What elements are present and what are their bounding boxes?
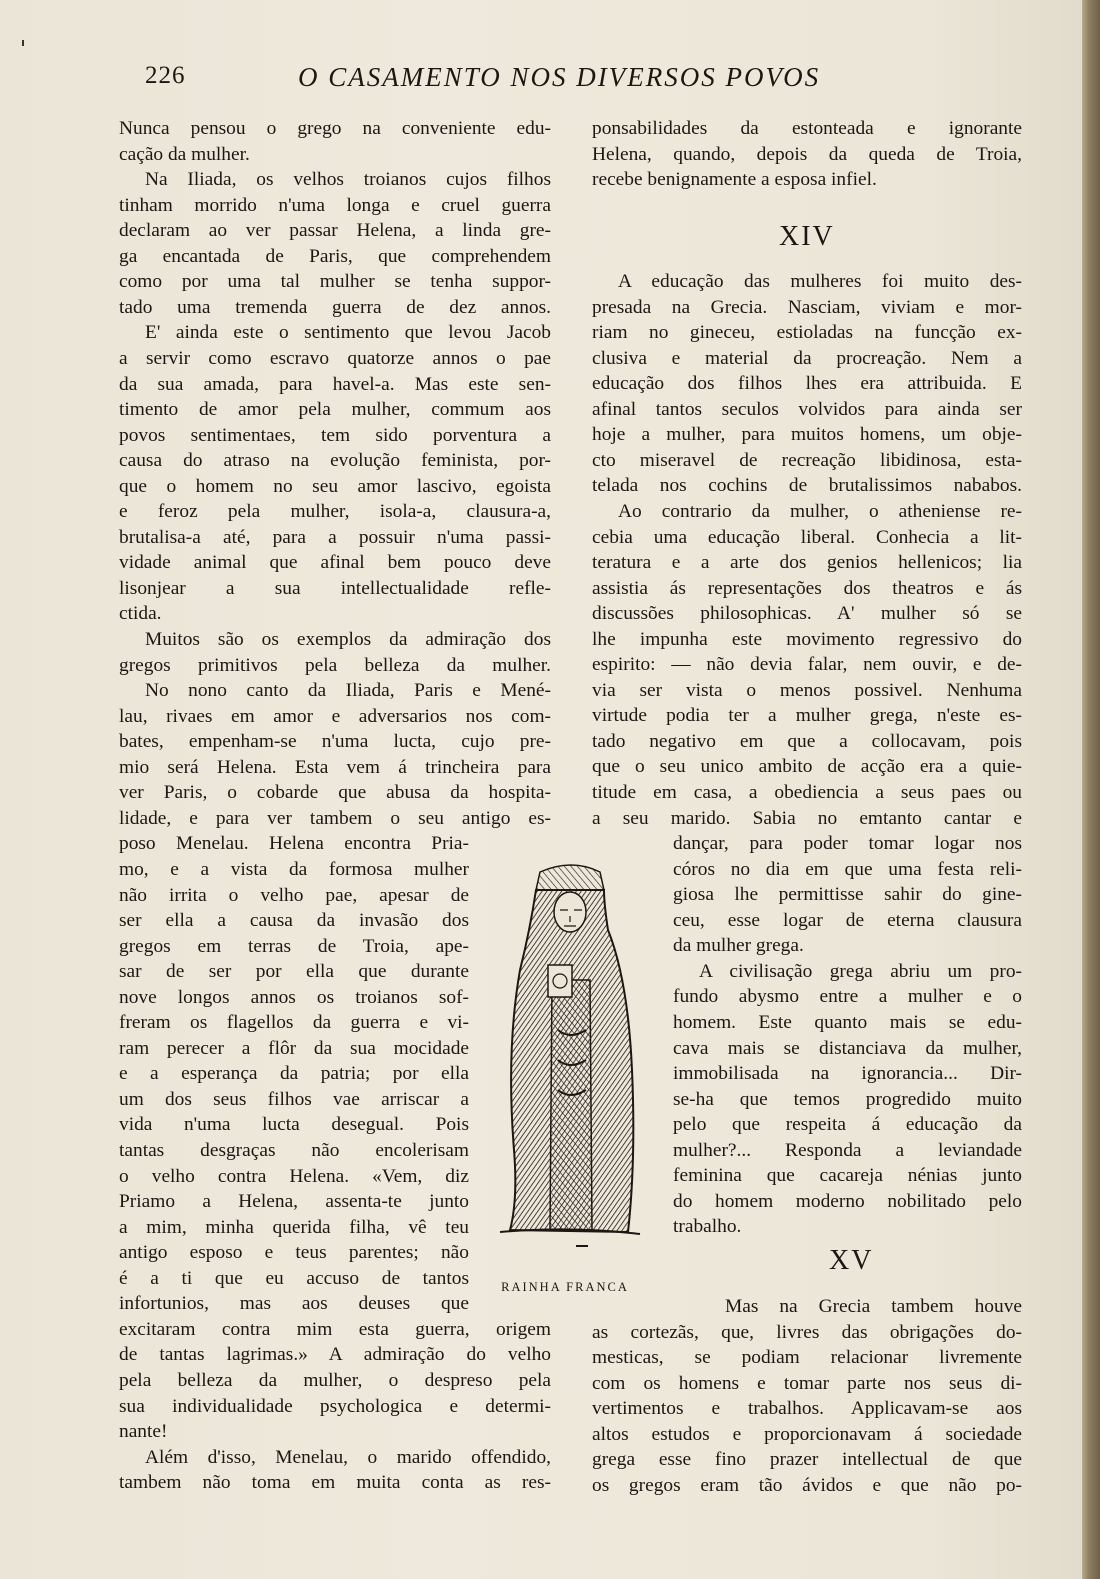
text-line: cto miseravel de recreação libidinosa, esta- <box>592 449 1022 471</box>
text-line: se-ha que temos progredido muito <box>673 1088 1022 1110</box>
text-line: educação dos filhos lhes era attribuida. E <box>592 373 1022 395</box>
text-line: nante! <box>119 1421 168 1443</box>
text-line: ver Paris, o cobarde que abusa da hospita- <box>119 782 551 804</box>
text-line: córos no dia em que uma festa reli- <box>673 858 1022 880</box>
text-line: mo, e a vista da formosa mulher <box>119 858 469 880</box>
text-line: A educação das mulheres foi muito des- <box>618 271 1022 292</box>
text-line: povos sentimentaes, tem sido porventura a <box>119 424 551 446</box>
text-line: lhe impunha este movimento regressivo do <box>592 628 1022 650</box>
text-line: lidade, e para ver tambem o seu antigo es- <box>119 807 551 829</box>
text-line: sar de ser por ella que durante <box>119 961 469 983</box>
text-line: brutalisa-a até, para a possuir n'uma passi- <box>119 526 551 548</box>
text-line: é a ti que eu accuso de tantos <box>119 1267 469 1289</box>
text-line: da mulher grega. <box>673 935 804 957</box>
section-heading-xiv: XIV <box>779 221 835 252</box>
text-line: sua individualidade psychologica e determi- <box>119 1395 551 1417</box>
text-line: Muitos são os exemplos da admiração dos <box>145 629 551 650</box>
text-line: teratura e a arte dos genios hellenicos; lia <box>592 552 1022 574</box>
text-line: como por uma tal mulher se tenha suppor- <box>119 271 551 293</box>
text-line: E' ainda este o sentimento que levou Jacob <box>145 322 551 344</box>
text-line: clusiva e material da procreação. Nem a <box>592 347 1022 369</box>
text-line: bates, empenham-se n'uma lucta, cujo pre- <box>119 731 551 753</box>
text-line: vertimentos e trabalhos. Applicavam-se aos <box>592 1398 1022 1420</box>
text-line: immobilisada na ignorancia... Dir- <box>673 1063 1022 1085</box>
running-title: O CASAMENTO NOS DIVERSOS POVOS <box>298 62 821 92</box>
text-line: um dos seus filhos vae arriscar a <box>119 1088 469 1110</box>
text-line: que o homem no seu amor lascivo, egoista <box>119 475 551 497</box>
queen-engraving-illustration <box>500 860 645 1252</box>
text-line: tantas desgraças não encolerisam <box>119 1140 469 1161</box>
text-line: poso Menelau. Helena encontra Pria- <box>119 833 469 855</box>
text-line: cava mais se distanciava da mulher, <box>673 1037 1022 1059</box>
text-line: telada nos cochins de brutalissimos nababos. <box>592 475 1022 497</box>
text-line: ponsabilidades da estonteada e ignorante <box>592 118 1022 139</box>
text-line: Helena, quando, depois da queda de Troia, <box>592 143 1022 165</box>
text-line: gregos em terras de Troia, ape- <box>119 935 469 957</box>
text-line: ceu, esse logar de eterna clausura <box>673 909 1022 931</box>
text-line: freram os flagellos da guerra e vi- <box>119 1012 469 1034</box>
text-line: riam no gineceu, estioladas na funcção ex- <box>592 322 1022 344</box>
text-line: tambem não toma em muita conta as res- <box>119 1472 551 1494</box>
text-line: a servir como escravo quatorze annos o pae <box>119 347 551 369</box>
text-line: e a esperança da patria; por ella <box>119 1063 469 1085</box>
text-line: recebe benignamente a esposa infiel. <box>592 169 877 191</box>
text-line: tado uma tremenda guerra de dez annos. <box>119 296 551 318</box>
text-line: causa do atraso na evolução feminista, por- <box>119 450 551 472</box>
text-line: do homem moderno nobilitado pelo <box>673 1190 1022 1212</box>
text-line: de tantas lagrimas.» A admiração do velho <box>119 1344 551 1366</box>
text-line: via ser vista o menos possivel. Nenhuma <box>592 679 1022 701</box>
text-line: feminina que cacareja nénias junto <box>673 1165 1022 1187</box>
text-line: antigo esposo e teus parentes; não <box>119 1242 469 1264</box>
text-line: assistia ás representações dos theatros e ás <box>592 577 1022 599</box>
text-line: as cortezãs, que, livres das obrigações do- <box>592 1321 1022 1343</box>
text-line: não irrita o velho pae, apesar de <box>119 884 469 906</box>
text-line: giosa lhe permittisse sahir do gine- <box>673 884 1022 906</box>
text-line: lisonjear a sua intellectualidade refle- <box>119 577 551 599</box>
text-line: dançar, para poder tomar logar nos <box>673 833 1022 855</box>
text-line: a seu marido. Sabia no emtanto cantar e <box>592 807 1022 829</box>
text-line: ram perecer a flôr da sua mocidade <box>119 1037 469 1059</box>
text-line: vidade animal que afinal bem pouco deve <box>119 552 551 574</box>
book-binding-edge <box>1082 0 1100 1579</box>
text-line: mio será Helena. Esta vem á trincheira para <box>119 756 551 778</box>
text-line: fundo abysmo entre a mulher e o <box>673 986 1022 1008</box>
text-line: da sua amada, para havel-a. Mas este sen- <box>119 373 551 395</box>
text-line: cação da mulher. <box>119 143 250 165</box>
text-line: ctida. <box>119 603 162 625</box>
text-line: virtude podia ter a mulher grega, n'este es- <box>592 705 1022 727</box>
text-line: ga encantada de Paris, que comprehendem <box>119 245 551 267</box>
text-line: Mas na Grecia tambem houve <box>725 1296 1022 1317</box>
text-line: Nunca pensou o grego na conveniente edu- <box>119 118 551 139</box>
text-line: e feroz pela mulher, isola-a, clausura-a, <box>119 501 551 523</box>
text-line: a mim, minha querida filha, vê teu <box>119 1216 469 1238</box>
text-line: grega esse fino prazer intellectual de que <box>592 1449 1022 1471</box>
text-line: cebia uma educação liberal. Conhecia a lit- <box>592 526 1022 548</box>
text-line: A civilisação grega abriu um pro- <box>699 960 1022 982</box>
text-line: tado negativo em que a collocavam, pois <box>592 730 1022 752</box>
text-line: timento de amor pela mulher, commum aos <box>119 399 551 421</box>
text-line: mesticas, se podiam relacionar livremente <box>592 1347 1022 1369</box>
text-line: presada na Grecia. Nasciam, viviam e mor- <box>592 296 1022 318</box>
text-line: Além d'isso, Menelau, o marido offendido, <box>145 1446 551 1468</box>
text-line: que o seu unico ambito de acção era a quie- <box>592 756 1022 778</box>
text-line: declaram ao ver passar Helena, a linda gre- <box>119 220 551 242</box>
text-line: ser ella a causa da invasão dos <box>119 910 469 932</box>
page-number: 226 <box>145 62 186 89</box>
text-line: trabalho. <box>673 1216 742 1238</box>
text-line: nove longos annos os troianos sof- <box>119 986 469 1008</box>
text-line: vida n'uma lucta desegual. Pois <box>119 1114 469 1136</box>
text-line: espirito: — não devia falar, nem ouvir, e de- <box>592 654 1022 676</box>
text-line: o velho contra Helena. «Vem, diz <box>119 1165 469 1187</box>
text-line: gregos primitivos pela belleza da mulher. <box>119 654 551 676</box>
text-line: Na Iliada, os velhos troianos cujos filhos <box>145 169 551 191</box>
text-line: hoje a mulher, para muitos homens, um obje- <box>592 424 1022 446</box>
text-line: homem. Este quanto mais se edu- <box>673 1011 1022 1033</box>
text-line: afinal tantos seculos volvidos para ainda ser <box>592 398 1022 420</box>
text-line: pelo que respeita á educação da <box>673 1114 1022 1136</box>
text-line: excitaram contra mim esta guerra, origem <box>119 1318 551 1340</box>
text-line: discussões philosophicas. A' mulher só se <box>592 603 1022 625</box>
print-mark <box>22 40 24 46</box>
text-line: altos estudos e proporcionavam á sociedade <box>592 1423 1022 1445</box>
section-heading-xv: XV <box>829 1245 874 1276</box>
text-line: Priamo a Helena, assenta-te junto <box>119 1191 469 1213</box>
text-line: infortunios, mas aos deuses que <box>119 1293 469 1315</box>
figure-caption: RAINHA FRANCA <box>501 1280 629 1294</box>
text-line: pela belleza da mulher, o despreso pela <box>119 1369 551 1391</box>
text-line: titude em casa, a obediencia a seus paes ou <box>592 782 1022 803</box>
text-line: No nono canto da Iliada, Paris e Mené- <box>145 680 551 702</box>
text-line: lau, rivaes em amor e adversarios nos com- <box>119 705 551 727</box>
text-line: Ao contrario da mulher, o atheniense re- <box>618 500 1022 522</box>
text-line: tinham morrido n'uma longa e cruel guerra <box>119 194 551 216</box>
text-line: mulher?... Responda a leviandade <box>673 1139 1022 1161</box>
text-line: os gregos eram tão ávidos e que não po- <box>592 1474 1022 1496</box>
text-line: com os homens e tomar parte nos seus di- <box>592 1372 1022 1394</box>
